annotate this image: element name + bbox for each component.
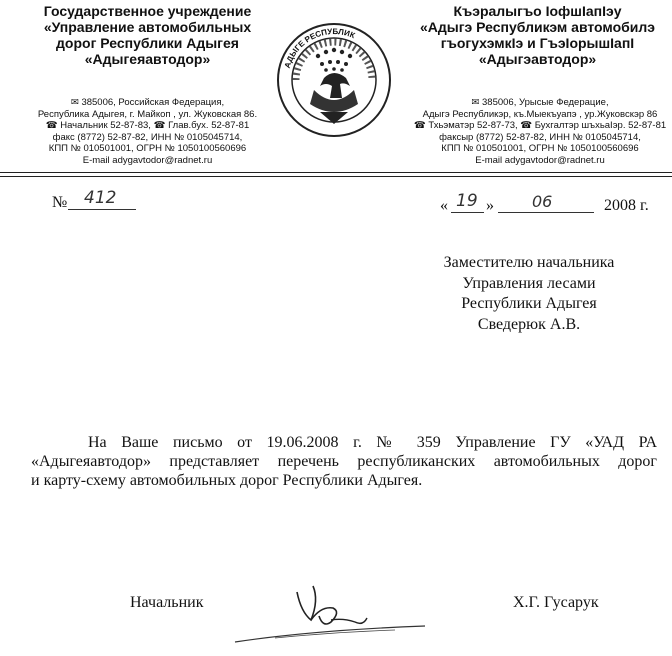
date-day: 19 <box>456 191 478 211</box>
right-phones-row <box>405 120 672 132</box>
right-fax: факсыр (8772) 52-87-82, ИНН № 0105045714, <box>439 131 641 143</box>
letter-body <box>31 433 657 490</box>
left-address2: Республика Адыгея, г. Майкоп , ул. Жуковская 86. <box>37 108 258 120</box>
date-open-quote: « <box>440 197 448 214</box>
addressee-line: Сведерюк А.В. <box>477 315 581 333</box>
header-divider <box>0 172 672 173</box>
doc-number-underline <box>68 209 136 210</box>
right-title-line: Къэралыгъо ІофшІапІэу <box>453 3 622 19</box>
signatory-name: Х.Г. Гусарук <box>513 594 599 611</box>
left-contacts <box>30 97 265 166</box>
left-phones2: Глав.бух. 52-87-81 <box>168 120 250 131</box>
left-address: 385006, Российская Федерация, <box>81 97 225 108</box>
right-kpp: КПП № 010501001, ОГРН № 1050100560696 <box>441 143 639 154</box>
left-phones-row <box>30 120 265 132</box>
left-kpp: КПП № 010501001, ОГРН № 1050100560696 <box>48 143 247 154</box>
right-contacts <box>405 97 672 166</box>
right-title-line: гъогухэмкІэ и ГъэІорышІапІ <box>440 35 635 51</box>
phone-icon: ☎ <box>520 120 533 131</box>
republic-adygea-emblem-icon <box>274 20 394 140</box>
doc-number-value: 412 <box>84 188 117 208</box>
date-day-underline <box>451 212 484 213</box>
phone-icon: ☎ <box>153 120 166 131</box>
right-address2: Адыгэ Республикэр, къ.Мыекъуапэ , ур.Жуковскэр 86 <box>422 108 658 120</box>
phone-icon: ☎ <box>45 120 58 131</box>
left-phones: Начальник 52-87-83, <box>60 120 151 131</box>
header-divider <box>0 176 672 177</box>
phone-icon: ☎ <box>413 120 426 131</box>
emblem-ring-text: АДЫГЕ РЕСПУБЛИК <box>282 26 357 70</box>
left-title-line: дорог Республики Адыгея <box>56 35 239 51</box>
left-email: E-mail adygavtodor@radnet.ru <box>82 154 213 166</box>
right-phones2: Бухгалтэр шъхьаІэр. 52-87-81 <box>534 120 667 131</box>
right-org-title <box>400 3 672 67</box>
addressee-block <box>400 253 658 335</box>
addressee-line: Управления лесами <box>462 274 596 292</box>
date-month-underline <box>498 212 594 213</box>
right-title-line: «Адыгэ Республикэм автомобилэ <box>419 19 656 35</box>
date-month: 06 <box>532 192 553 211</box>
addressee-line: Заместителю начальника <box>443 254 615 271</box>
body-line: и карту-схему автомобильных дорог Республики Адыгея. <box>31 472 423 489</box>
left-address-row <box>30 97 265 109</box>
left-title-line: «Управление автомобильных <box>43 19 252 35</box>
envelope-icon: ✉ <box>471 97 480 108</box>
date-year: 2008 г. <box>604 197 649 214</box>
signatory-position: Начальник <box>130 594 204 611</box>
date-close-quote: » <box>486 197 494 214</box>
right-phones: Тхьэматэр 52-87-73, <box>428 120 518 131</box>
handwritten-signature-icon <box>215 572 445 652</box>
left-fax: факс (8772) 52-87-82, ИНН № 0105045714, <box>52 131 243 143</box>
left-org-title <box>30 3 265 67</box>
envelope-icon: ✉ <box>70 97 79 108</box>
body-line: «Адыгеяавтодор» представляет перечень республиканских автомобильных дорог <box>31 453 657 470</box>
right-address-row <box>405 97 672 109</box>
left-title-line: «Адыгеяавтодор» <box>84 51 211 67</box>
right-email: E-mail adygavtodor@radnet.ru <box>475 154 605 166</box>
doc-number-label: № <box>52 194 68 211</box>
body-line: На Ваше письмо от 19.06.2008 г. № 359 Управление ГУ «УАД РА <box>88 434 657 451</box>
left-title-line: Государственное учреждение <box>43 3 252 19</box>
right-address: 385006, Урысые Федерацие, <box>482 97 609 108</box>
right-title-line: «Адыгэавтодор» <box>478 51 597 67</box>
addressee-line: Республики Адыгея <box>461 295 597 312</box>
